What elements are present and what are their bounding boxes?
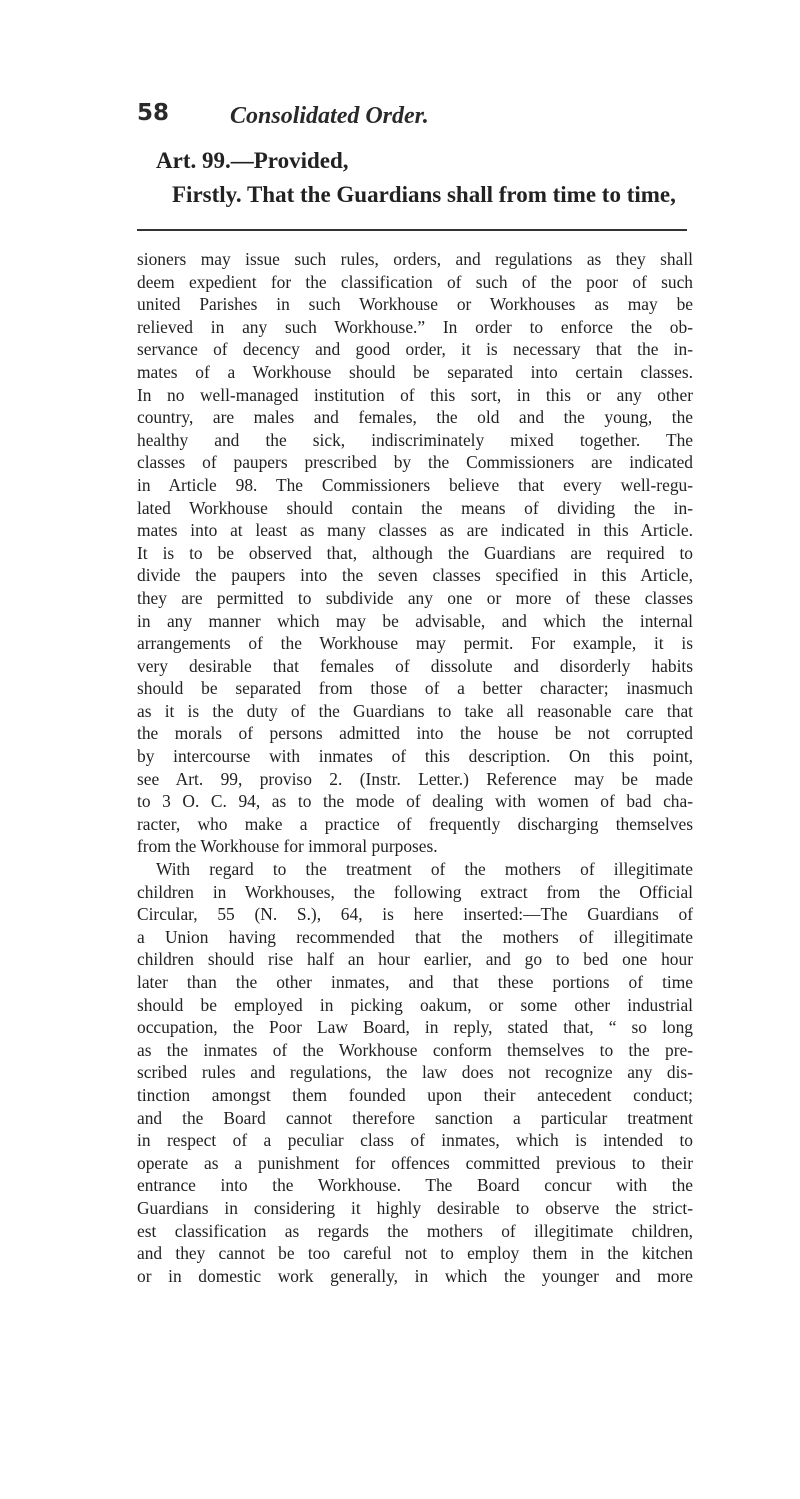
text-line: classes of paupers prescribed by the Commissioners are indicated [137, 452, 693, 473]
text-line: arrangements of the Workhouse may permit. For example, it is [137, 633, 693, 654]
text-line: as it is the duty of the Guardians to take all reasonable care that [137, 700, 693, 721]
text-line: sioners may issue such rules, orders, and regulations as they shall [137, 249, 693, 269]
text-line: healthy and the sick, indiscriminately mixed together. The [137, 429, 693, 450]
text-line: It is to be observed that, although the Guardians are required to [137, 542, 693, 563]
text-line: as the inmates of the Workhouse conform themselves to the pre- [137, 1039, 693, 1060]
page-number: 58 [137, 100, 170, 126]
text-line: entrance into the Workhouse. The Board concur with the [137, 1175, 693, 1196]
text-line: children should rise half an hour earlier, and go to bed one hour [137, 949, 693, 970]
text-line: scribed rules and regulations, the law does not recognize any dis- [137, 1062, 693, 1083]
text-line: or in domestic work generally, in which the younger and more [137, 1265, 693, 1286]
text-line: should be employed in picking oakum, or some other industrial [137, 994, 693, 1015]
commentary-text [137, 248, 693, 1287]
text-line: they are permitted to subdivide any one or more of these classes [137, 587, 693, 608]
text-line: country, are males and females, the old and the young, the [137, 407, 693, 428]
text-line: tinction amongst them founded upon their antecedent conduct; [137, 1084, 693, 1105]
text-line: from the Workhouse for immoral purposes. [137, 836, 438, 857]
text-line: in Article 98. The Commissioners believe that every well-regu- [137, 474, 693, 495]
text-line: and they cannot be too careful not to employ them in the kitchen [137, 1243, 693, 1264]
text-line: Circular, 55 (N. S.), 64, is here inserted:—The Guardians of [137, 904, 693, 925]
text-line: deem expedient for the classification of such of the poor of such [137, 271, 693, 292]
text-line: by intercourse with inmates of this description. On this point, [137, 746, 693, 767]
text-line: In no well-managed institution of this sort, in this or any other [137, 384, 693, 405]
article-heading: Art. 99.—Provided, [156, 148, 349, 173]
text-line: servance of decency and good order, it is necessary that the in- [137, 339, 693, 360]
text-line: children in Workhouses, the following extract from the Official [137, 881, 693, 902]
text-line: very desirable that females of dissolute and disorderly habits [137, 655, 693, 676]
text-line: mates of a Workhouse should be separated into certain classes. [137, 361, 693, 382]
text-line: see Art. 99, proviso 2. (Instr. Letter.) Reference may be made [137, 768, 693, 789]
text-line: est classification as regards the mothers of illegitimate children, [137, 1220, 693, 1241]
text-line: With regard to the treatment of the mothers of illegitimate [156, 859, 693, 880]
text-line: divide the paupers into the seven classes specified in this Article, [137, 565, 693, 586]
text-line: mates into at least as many classes as are indicated in this Article. [137, 520, 693, 541]
text-line: should be separated from those of a better character; inasmuch [137, 678, 693, 699]
text-line: lated Workhouse should contain the means of dividing the in- [137, 497, 693, 518]
text-line: a Union having recommended that the mothers of illegitimate [137, 926, 693, 947]
text-line: and the Board cannot therefore sanction a particular treatment [137, 1107, 693, 1128]
text-line: the morals of persons admitted into the house be not corrupted [137, 723, 693, 744]
text-line: later than the other inmates, and that these portions of time [137, 972, 693, 992]
text-line: racter, who make a practice of frequently discharging themselves [137, 813, 693, 834]
section-divider [137, 229, 687, 231]
text-line: united Parishes in such Workhouse or Workhouses as may be [137, 294, 693, 315]
text-line: occupation, the Poor Law Board, in reply, stated that, “ so long [137, 1017, 693, 1038]
text-line: in any manner which may be advisable, and which the internal [137, 610, 693, 631]
text-line: operate as a punishment for offences committed previous to their [137, 1152, 693, 1173]
text-line: Guardians in considering it highly desirable to observe the strict- [137, 1197, 693, 1218]
article-first-line: Firstly. That the Guardians shall from time to time, [172, 182, 676, 207]
running-head: Consolidated Order. [230, 103, 429, 129]
text-line: relieved in any such Workhouse.” In order to enforce the ob- [137, 316, 693, 337]
text-line: in respect of a peculiar class of inmates, which is intended to [137, 1130, 693, 1151]
text-line: to 3 O. C. 94, as to the mode of dealing with women of bad cha- [137, 791, 693, 812]
